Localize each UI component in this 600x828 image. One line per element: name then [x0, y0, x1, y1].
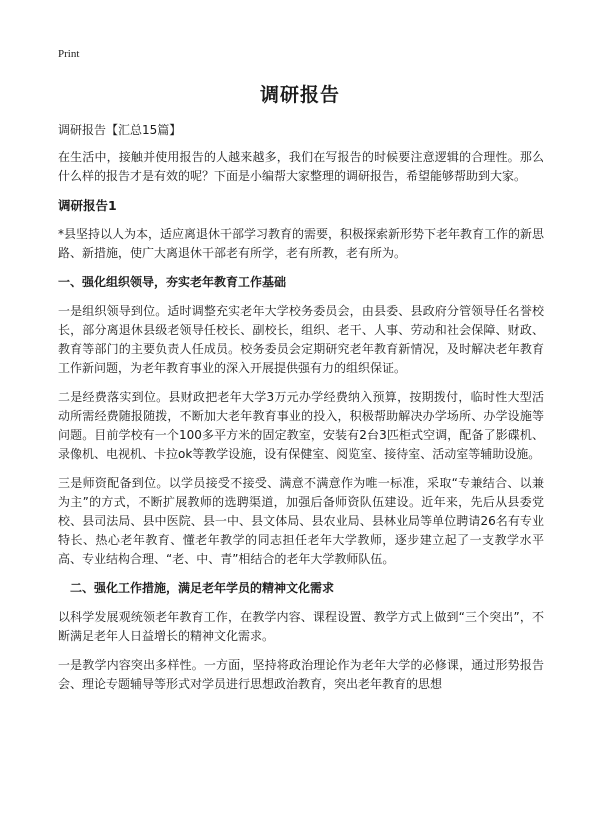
document-body	[58, 121, 544, 704]
report1-heading: 调研报告1	[58, 198, 117, 213]
section2-paragraph-2: 一是教学内容突出多样性。一方面，坚持将政治理论作为老年大学的必修课，通过形势报告会、理论专题辅导等形式对学员进行思想政治教育，突出老年教育的思想	[58, 658, 544, 691]
section1-heading: 一、强化组织领导，夯实老年教育工作基础	[58, 275, 287, 289]
print-label: Print	[58, 48, 80, 60]
document-subtitle: 调研报告【汇总15篇】	[58, 123, 182, 137]
report1-lead-paragraph: *县坚持以人为本，适应离退休干部学习教育的需要，积极探索新形势下老年教育工作的新思路、新措施，使广大离退休干部老有所学，老有所教，老有所为。	[58, 227, 545, 260]
document-title: 调研报告	[259, 84, 340, 106]
section2-paragraph-1: 以科学发展观统领老年教育工作，在教学内容、课程设置、教学方式上做到“三个突出”，不断满足老年人日益增长的精神文化需求。	[58, 610, 544, 643]
intro-paragraph: 在生活中，接触并使用报告的人越来越多，我们在写报告的时候要注意逻辑的合理性。那么什么样的报告才是有效的呢？下面是小编帮大家整理的调研报告，希望能够帮助到大家。	[58, 150, 544, 183]
section1-paragraph-3: 三是师资配备到位。以学员接受不接受、满意不满意作为唯一标准，采取“专兼结合、以兼为主”的方式，不断扩展教师的选聘渠道，加强后备师资队伍建设。近年来，先后从县委党校、县司法局、县中医院、县一中、县文体局、县农业局、县林业局等单位聘请26名有专业特长、热心老年教育、懂老年教学的同志担任老年大学教师，逐步建立起了一支教学水平高、专业结构合理、“老、中、青”相结合的老年大学教师队伍。	[58, 476, 544, 566]
section1-paragraph-2: 二是经费落实到位。县财政把老年大学3万元办学经费纳入预算，按期拨付，临时性大型活动所需经费随报随拨，不断加大老年教育事业的投入，积极帮助解决办学场所、办学设施等问题。目前学校有一个100多平方米的固定教室，安装有2台3匹柜式空调，配备了影碟机、录像机、电视机、卡拉ok等教学设施，设有保健室、阅览室、接待室、活动室等辅助设施。	[58, 390, 544, 461]
section1-paragraph-1: 一是组织领导到位。适时调整充实老年大学校务委员会，由县委、县政府分管领导任名誉校长，部分离退休县级老领导任校长、副校长，组织、老干、人事、劳动和社会保障、财政、教育等部门的主要负责人任成员。校务委员会定期研究老年教育新情况，及时解决老年教育工作新问题，为老年教育事业的深入开展提供强有力的组织保证。	[58, 304, 544, 375]
section2-heading: 二、强化工作措施，满足老年学员的精神文化需求	[70, 581, 335, 595]
